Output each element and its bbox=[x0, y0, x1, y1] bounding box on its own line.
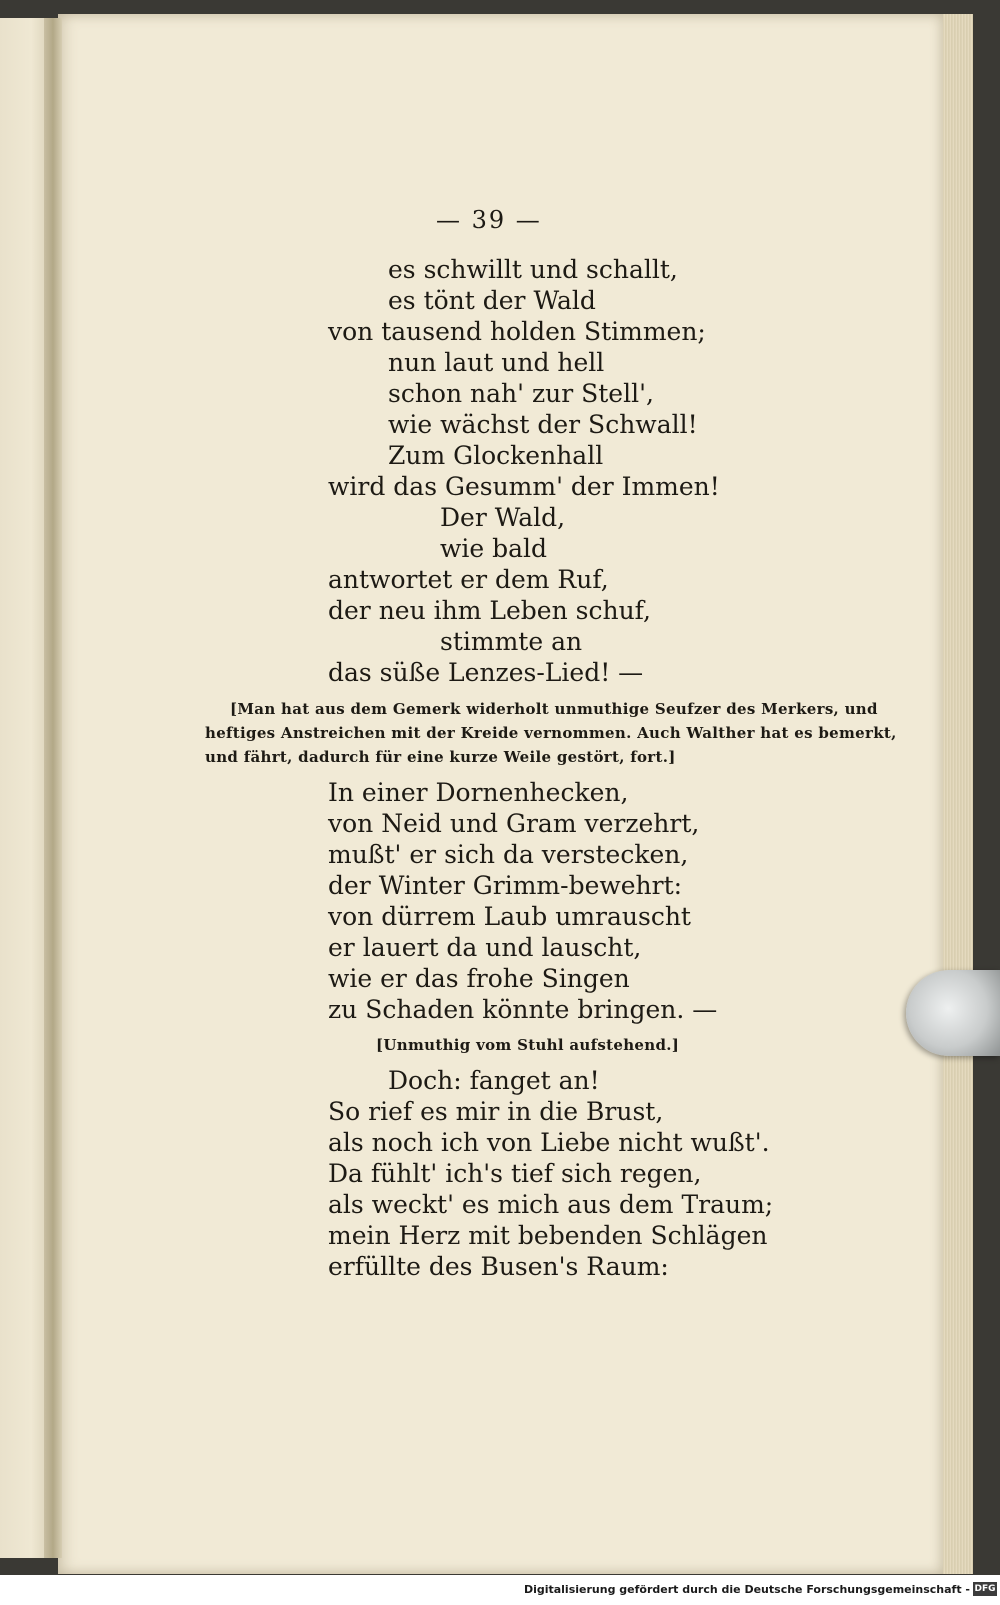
verse-line: mein Herz mit bebenden Schlägen bbox=[328, 1221, 768, 1250]
verse-line: es schwillt und schallt, bbox=[388, 255, 678, 284]
verse-line: das süße Lenzes-Lied! — bbox=[328, 658, 644, 687]
verse-line: mußt' er sich da verstecken, bbox=[328, 840, 689, 869]
verse-line: wie wächst der Schwall! bbox=[388, 410, 698, 439]
verse-line: antwortet er dem Ruf, bbox=[328, 565, 609, 594]
verse-line: So rief es mir in die Brust, bbox=[328, 1097, 664, 1126]
verse-line: von tausend holden Stimmen; bbox=[328, 317, 706, 346]
stage-direction-line: und fährt, dadurch für eine kurze Weile gestört, fort.] bbox=[205, 748, 676, 766]
verse-line: Doch: fanget an! bbox=[388, 1066, 600, 1095]
verse-line: erfüllte des Busen's Raum: bbox=[328, 1252, 669, 1281]
verse-line: Zum Glockenhall bbox=[388, 441, 604, 470]
stage-direction-line: heftiges Anstreichen mit der Kreide vernommen. Auch Walther hat es bemerkt, bbox=[205, 724, 897, 742]
verse-line: es tönt der Wald bbox=[388, 286, 596, 315]
verse-line: stimmte an bbox=[440, 627, 583, 656]
verse-line: Da fühlt' ich's tief sich regen, bbox=[328, 1159, 702, 1188]
verse-line: wie bald bbox=[440, 534, 548, 563]
dfg-logo-icon: DFG bbox=[974, 1584, 996, 1594]
verse-line: von dürrem Laub umrauscht bbox=[328, 902, 691, 931]
verse-line: als weckt' es mich aus dem Traum; bbox=[328, 1190, 774, 1219]
verse-line: zu Schaden könnte bringen. — bbox=[328, 995, 718, 1024]
verse-line: schon nah' zur Stell', bbox=[388, 379, 654, 408]
stage-direction-line: [Unmuthig vom Stuhl aufstehend.] bbox=[376, 1036, 680, 1054]
stage-direction-line: [Man hat aus dem Gemerk widerholt unmuthige Seufzer des Merkers, und bbox=[230, 700, 878, 718]
footer-bar bbox=[0, 1575, 1000, 1605]
verse-line: nun laut und hell bbox=[388, 348, 605, 377]
verse-line: der neu ihm Leben schuf, bbox=[328, 596, 651, 625]
footer-credit: Digitalisierung gefördert durch die Deutsche Forschungsgemeinschaft - bbox=[523, 1583, 970, 1596]
verse-line: als noch ich von Liebe nicht wußt'. bbox=[328, 1128, 770, 1157]
verse-line: In einer Dornenhecken, bbox=[328, 778, 629, 807]
verse-line: wie er das frohe Singen bbox=[328, 964, 630, 993]
page-number: — 39 — bbox=[436, 206, 542, 234]
verse-line: wird das Gesumm' der Immen! bbox=[328, 472, 720, 501]
verse-line: von Neid und Gram verzehrt, bbox=[328, 809, 700, 838]
verse-line: er lauert da und lauscht, bbox=[328, 933, 642, 962]
verse-line: Der Wald, bbox=[440, 503, 566, 532]
verse-line: der Winter Grimm-bewehrt: bbox=[328, 871, 683, 900]
